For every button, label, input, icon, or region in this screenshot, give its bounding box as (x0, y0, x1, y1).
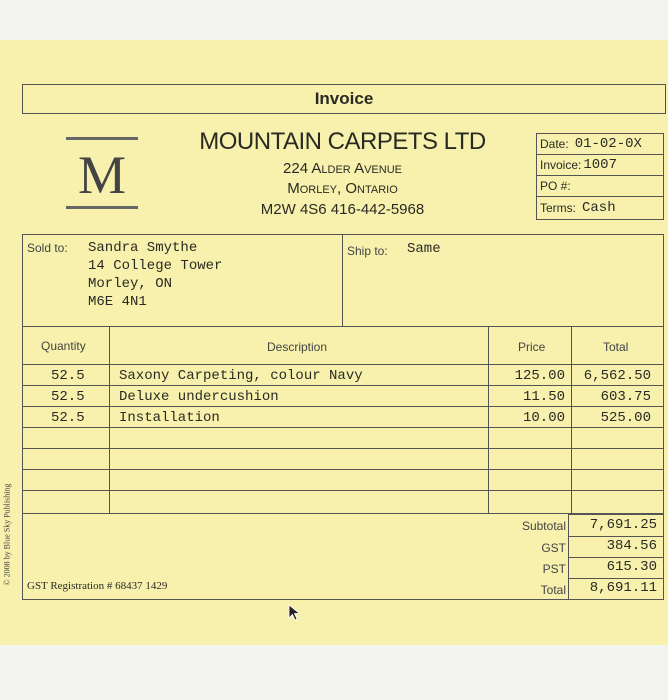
totals-divider (569, 578, 663, 579)
sold-to-line: Sandra Smythe (88, 240, 198, 256)
item-quantity: 52.5 (51, 410, 85, 426)
total-value: 8,691.11 (589, 580, 657, 596)
item-total: 603.75 (600, 389, 651, 405)
sold-to-address (88, 239, 222, 311)
invoice-meta-box (536, 133, 664, 220)
item-price: 11.50 (522, 389, 565, 405)
gst-value: 384.56 (606, 538, 657, 554)
col-header-price: Price (518, 340, 546, 354)
sold-to-line: M6E 4N1 (88, 294, 147, 310)
item-price: 125.00 (514, 368, 565, 384)
item-total: 525.00 (600, 410, 651, 426)
meta-terms (537, 197, 663, 218)
item-price: 10.00 (522, 410, 565, 426)
col-header-description: Description (267, 340, 328, 354)
totals-divider (569, 557, 663, 558)
item-quantity: 52.5 (51, 368, 85, 384)
col-divider (109, 327, 110, 513)
total-label: Total (540, 583, 566, 597)
row-divider (23, 427, 663, 428)
row-divider (23, 364, 663, 365)
meta-terms-value: Cash (582, 199, 616, 216)
meta-date-label: Date: (540, 137, 569, 151)
parties-divider (342, 235, 343, 327)
meta-po-label: PO #: (540, 179, 571, 193)
meta-date (537, 134, 663, 155)
totals-box (568, 514, 664, 600)
item-description: Installation (119, 410, 220, 426)
sold-to-line: Morley, ON (88, 276, 173, 292)
company-city: Morley, Ontario (287, 180, 398, 197)
totals-divider (569, 536, 663, 537)
item-description: Saxony Carpeting, colour Navy (119, 368, 363, 384)
gst-label: GST (541, 541, 566, 555)
meta-date-value: 01-02-0X (574, 136, 642, 152)
meta-terms-label: Terms: (540, 200, 576, 215)
subtotal-value: 7,691.25 (589, 517, 657, 533)
company-name: MOUNTAIN CARPETS LTD (199, 128, 486, 155)
item-total: 6,562.50 (583, 368, 651, 384)
meta-invoice-label: Invoice: (540, 158, 582, 172)
parties-box (22, 234, 664, 327)
copyright-notice: © 2008 by Blue Sky Publishing (2, 483, 12, 586)
ship-to-label: Ship to: (347, 244, 388, 258)
item-description: Deluxe undercushion (119, 389, 279, 405)
col-header-quantity: Quantity (41, 339, 86, 353)
meta-po (537, 176, 663, 197)
pst-value: 615.30 (606, 559, 657, 575)
subtotal-label: Subtotal (521, 519, 566, 533)
col-header-total: Total (603, 340, 629, 354)
line-items-table (22, 326, 664, 514)
meta-invoice-value: 1007 (583, 157, 617, 173)
item-quantity: 52.5 (51, 389, 85, 405)
sold-to-line: 14 College Tower (88, 258, 223, 274)
company-logo: M (77, 145, 126, 205)
row-divider (23, 469, 663, 470)
invoice-title: Invoice (22, 84, 666, 114)
logo-bottom-rule (66, 206, 138, 209)
company-postal-phone: M2W 4S6 416-442-5968 (260, 201, 425, 218)
invoice-sheet (0, 40, 668, 645)
row-divider (23, 490, 663, 491)
mouse-cursor-icon (288, 604, 302, 622)
company-street: 224 Alder Avenue (283, 160, 402, 177)
row-divider (23, 385, 663, 386)
footer-bottom-border (22, 599, 568, 600)
row-divider (23, 448, 663, 449)
ship-to-value: Same (407, 241, 441, 257)
footer-left-border (22, 514, 23, 600)
sold-to-label: Sold to: (27, 241, 68, 255)
row-divider (23, 406, 663, 407)
col-divider (571, 327, 572, 513)
pst-label: PST (542, 562, 566, 576)
meta-invoice (537, 155, 663, 176)
gst-registration: GST Registration # 68437 1429 (27, 580, 168, 592)
